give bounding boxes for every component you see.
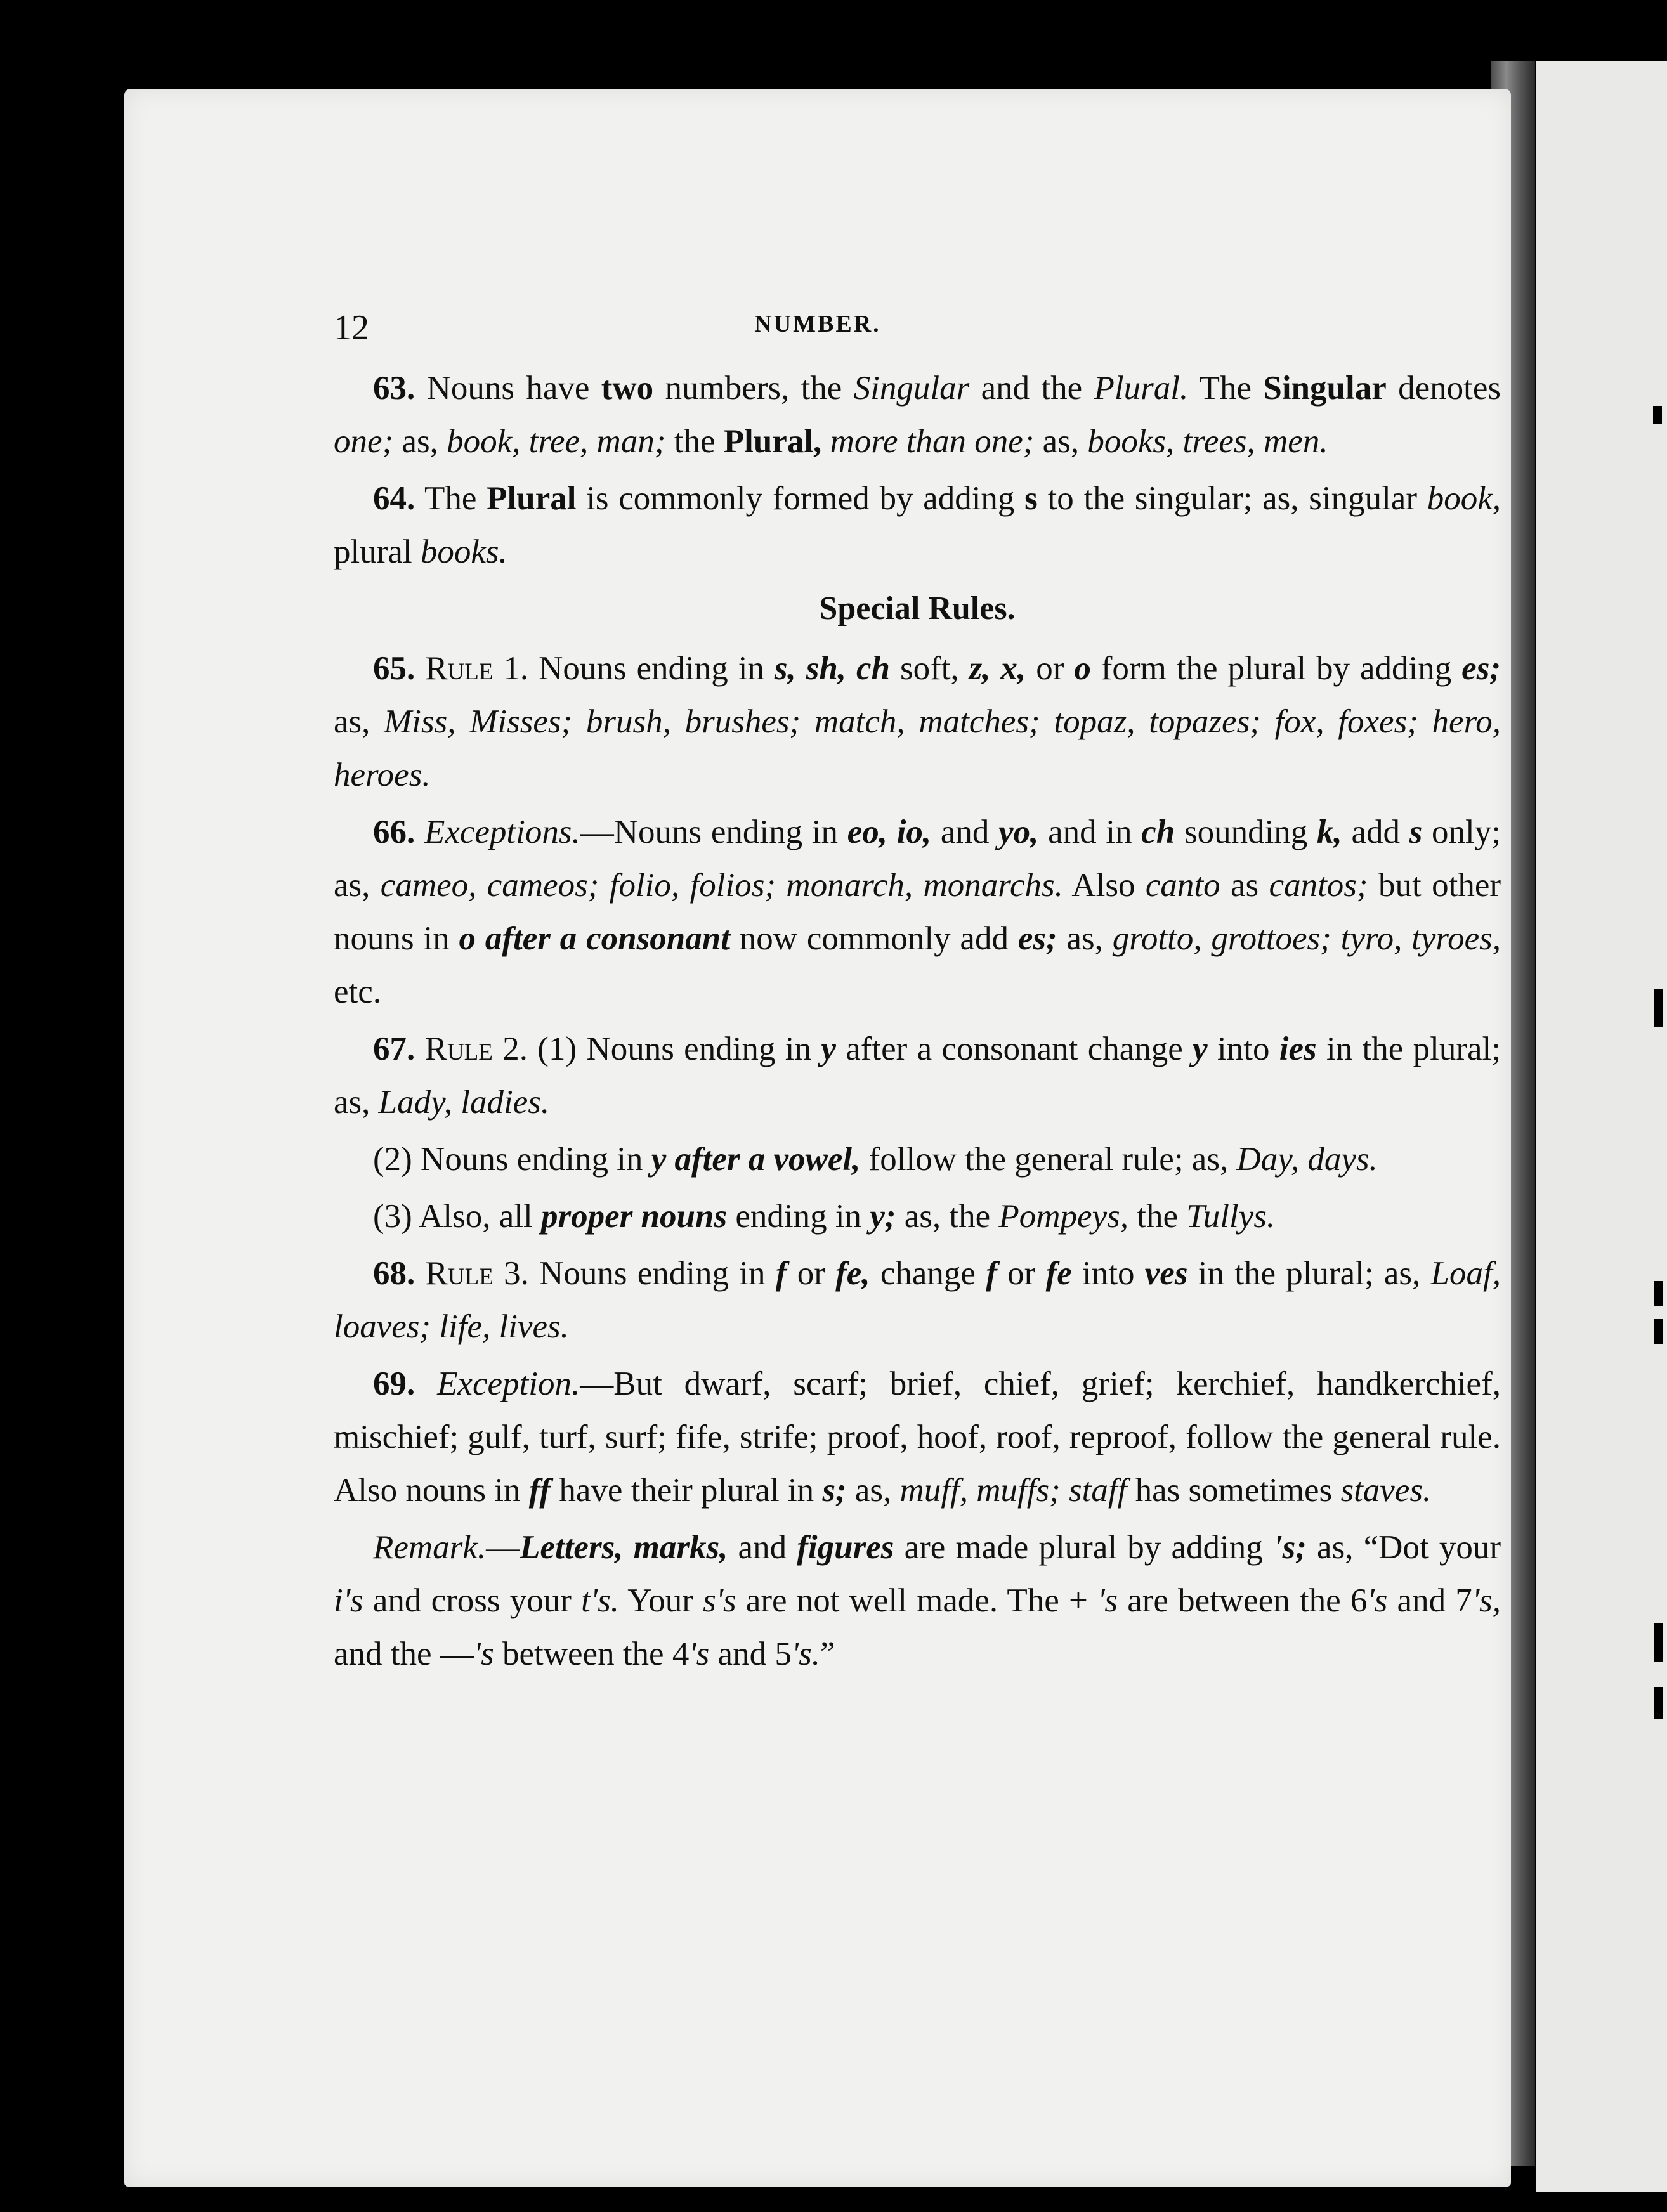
facing-page-mark xyxy=(1654,1281,1663,1306)
section-number: 69. xyxy=(373,1365,415,1402)
section-number: 67. xyxy=(373,1031,415,1067)
facing-page xyxy=(1536,61,1667,2192)
facing-page-mark xyxy=(1654,1687,1663,1719)
facing-page-mark xyxy=(1653,406,1662,424)
book-page xyxy=(124,89,1511,2187)
paragraph-67-2: (2) Nouns ending in y after a vowel, follow the general rule; as, Day, days. xyxy=(373,1141,1378,1178)
paragraph-66: 66. Exceptions.—Nouns ending in eo, io, and yo, and in ch sounding k, add s only; as, cameo, cameos; folio, folios; monarch, monarchs. Also canto as cantos; but other nouns in o after a consonant now commonly add es; as, grotto, grottoes; tyro, tyroes, etc. xyxy=(334,814,1501,1010)
page-number: 12 xyxy=(334,308,369,348)
page-body xyxy=(334,361,1501,1684)
facing-page-mark xyxy=(1654,1623,1663,1662)
paragraph-67-3: (3) Also, all proper nouns ending in y; as, the Pompeys, the Tullys. xyxy=(373,1198,1276,1235)
paragraph-68: 68. Rule 3. Nouns ending in f or fe, change f or fe into ves in the plural; as, Loaf, loaves; life, lives. xyxy=(334,1255,1501,1345)
facing-page-mark xyxy=(1654,989,1663,1027)
section-heading: Special Rules. xyxy=(819,590,1016,627)
paragraph-67: 67. Rule 2. (1) Nouns ending in y after a consonant change y into ies in the plural; as, Lady, ladies. xyxy=(334,1031,1501,1121)
section-number: 68. xyxy=(373,1255,415,1292)
paragraph-69: 69. Exception.—But dwarf, scarf; brief, chief, grief; kerchief, handkerchief, mischief; gulf, turf, surf; fife, strife; proof, hoof, roof, reproof, follow the general rule. Also nouns in ff have their plural in s; as, muff, muffs; staff has sometimes staves. xyxy=(334,1365,1501,1509)
remark-paragraph: Remark.—Letters, marks, and figures are made plural by adding 's; as, “Dot your i's and cross your t's. Your s's are not well made. The + 's are between the 6's and 7's, and the —'s between the 4's and 5's.” xyxy=(334,1529,1501,1672)
facing-page-mark xyxy=(1654,1319,1663,1344)
section-number: 65. xyxy=(373,650,415,687)
section-number: 63. xyxy=(373,370,415,407)
running-title: NUMBER. xyxy=(754,311,881,337)
paragraph-64: 64. The Plural is commonly formed by adding s to the singular; as, singular book, plural books. xyxy=(334,480,1501,570)
paragraph-63: 63. Nouns have two numbers, the Singular and the Plural. The Singular denotes one; as, book, tree, man; the Plural, more than one; as, books, trees, men. xyxy=(334,370,1501,460)
section-number: 66. xyxy=(373,814,415,850)
paragraph-65: 65. Rule 1. Nouns ending in s, sh, ch soft, z, x, or o form the plural by adding es; as, Miss, Misses; brush, brushes; match, matches; topaz, topazes; fox, foxes; hero, heroes. xyxy=(334,650,1501,793)
section-number: 64. xyxy=(373,480,415,517)
